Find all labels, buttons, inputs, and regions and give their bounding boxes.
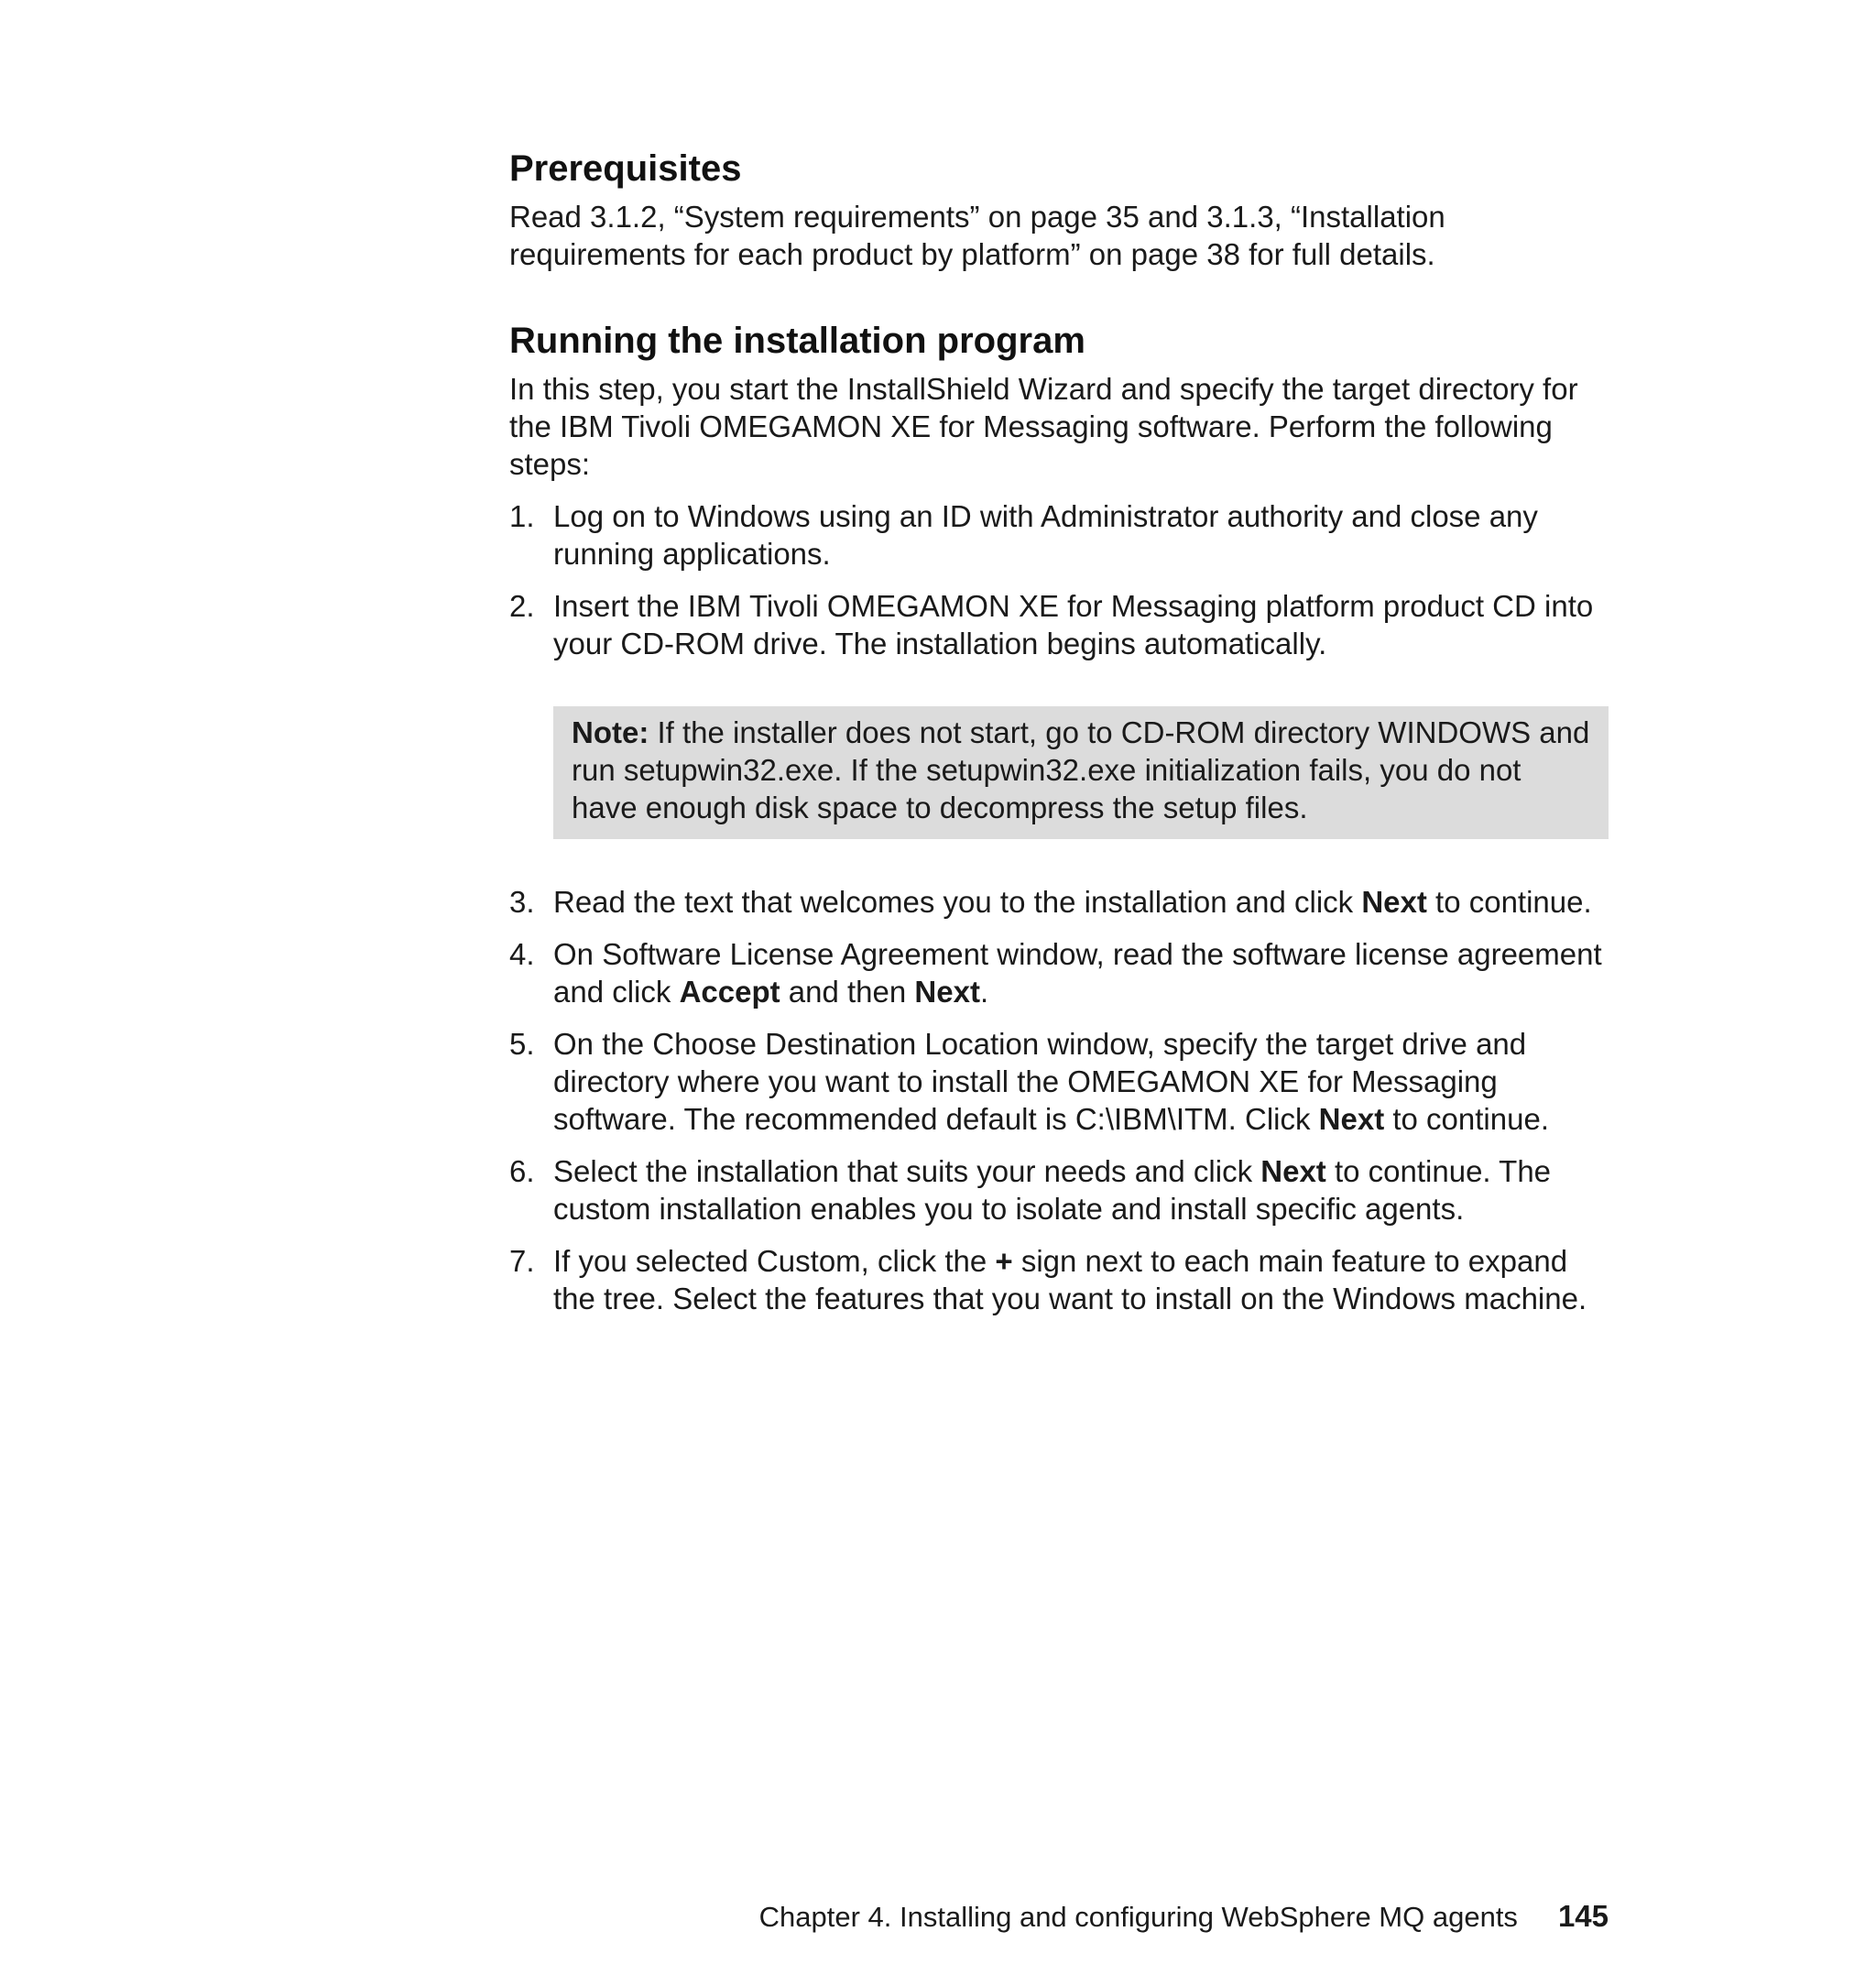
step-text: Log on to Windows using an ID with Administrator authority and close any running applications. [553, 499, 1538, 571]
prerequisites-text: Read 3.1.2, “System requirements” on page 35 and 3.1.3, “Installation requirements for each product by platform” on page 38 for full details. [509, 200, 1445, 271]
note-box [553, 706, 1609, 839]
step-text: On Software License Agreement window, read the software license agreement and click Accept and then Next. [553, 937, 1602, 1009]
step-number: 6. [509, 1154, 535, 1188]
step-text: Read the text that welcomes you to the installation and click Next to continue. [553, 885, 1592, 919]
prerequisites-heading: Prerequisites [509, 148, 742, 189]
step-item [509, 1242, 1609, 1317]
step-number: 4. [509, 937, 535, 971]
note-label: Note: [572, 715, 649, 749]
note-text: If the installer does not start, go to CD-ROM directory WINDOWS and run setupwin32.exe. If the setupwin32.exe initialization fails, you do not have enough disk space to decompress the setup files. [572, 715, 1590, 824]
step-item [509, 883, 1609, 921]
step-item [509, 497, 1609, 573]
footer-chapter: Chapter 4. Installing and configuring WebSphere MQ agents [758, 1901, 1518, 1933]
step-item [509, 1025, 1609, 1138]
page-footer [509, 1898, 1609, 1936]
step-number: 2. [509, 589, 535, 623]
step-number: 7. [509, 1244, 535, 1278]
step-text: Select the installation that suits your needs and click Next to continue. The custom installation enables you to isolate and install specific agents. [553, 1154, 1552, 1226]
running-heading: Running the installation program [509, 321, 1085, 361]
step-text: Insert the IBM Tivoli OMEGAMON XE for Messaging platform product CD into your CD-ROM drive. The installation begins automatically. [553, 589, 1594, 660]
running-intro: In this step, you start the InstallShield Wizard and specify the target directory for the IBM Tivoli OMEGAMON XE for Messaging software. Perform the following steps: [509, 372, 1578, 481]
step-text: If you selected Custom, click the + sign next to each main feature to expand the tree. Select the features that you want to install on the Windows machine. [553, 1244, 1587, 1315]
running-section [509, 319, 1609, 1317]
step-number: 5. [509, 1027, 535, 1061]
page-number: 145 [1557, 1899, 1609, 1933]
prerequisites-section [509, 147, 1609, 273]
step-number: 3. [509, 885, 535, 919]
step-item [509, 587, 1609, 662]
steps-list [509, 497, 1609, 662]
step-item [509, 935, 1609, 1010]
step-text: On the Choose Destination Location window, specify the target drive and directory where you want to install the OMEGAMON XE for Messaging software. The recommended default is C:\IBM\ITM. Click Next to continue. [553, 1027, 1549, 1136]
steps-list-continued [509, 883, 1609, 1317]
step-item [509, 1152, 1609, 1228]
page-content [509, 147, 1609, 1332]
step-number: 1. [509, 499, 535, 533]
